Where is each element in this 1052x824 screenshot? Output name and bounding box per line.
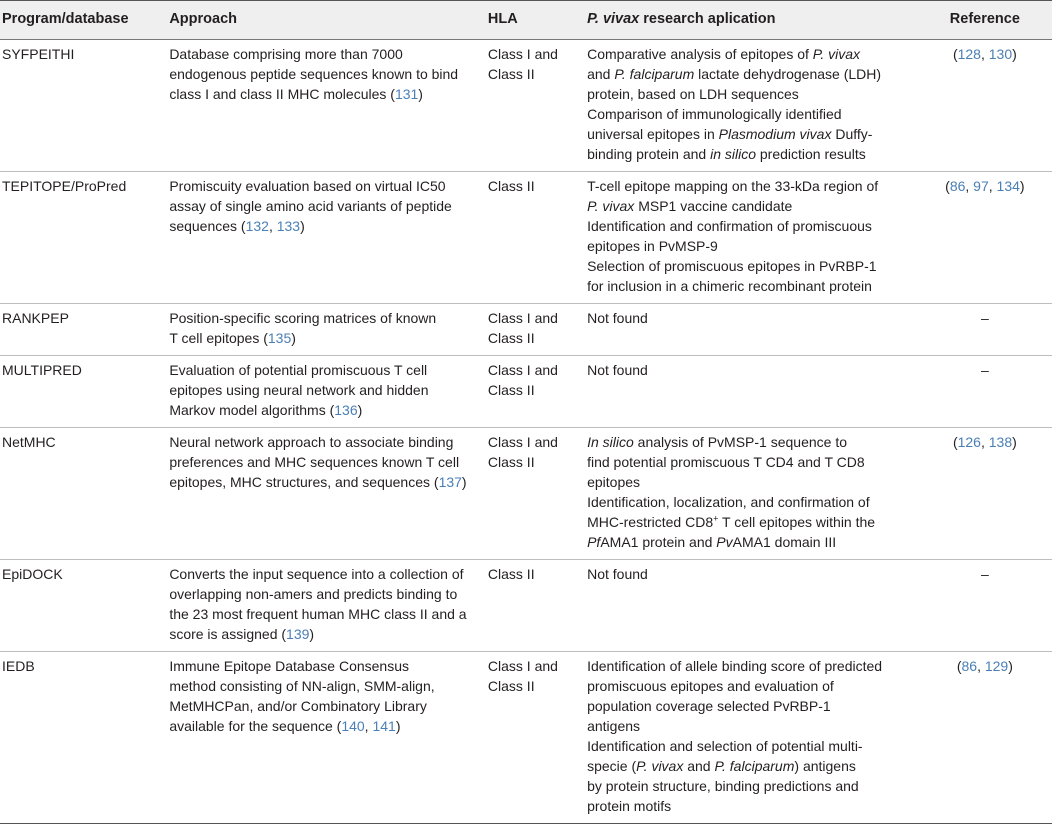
text-segment: Immune Epitope Database Consensus bbox=[169, 658, 410, 674]
italic-text: in silico bbox=[710, 146, 756, 162]
application-line bbox=[587, 144, 918, 164]
cell-approach bbox=[169, 428, 488, 560]
citation-link[interactable]: 129 bbox=[984, 658, 1009, 674]
approach-line bbox=[169, 656, 488, 676]
citation-link[interactable]: 130 bbox=[988, 46, 1013, 62]
italic-text: Pv bbox=[716, 534, 733, 550]
application-line bbox=[587, 492, 918, 512]
text-segment: ) bbox=[300, 218, 305, 234]
citation-link[interactable]: 138 bbox=[988, 434, 1013, 450]
application-line bbox=[587, 124, 918, 144]
citation-link[interactable]: 132 bbox=[245, 218, 269, 234]
text-segment: , bbox=[980, 46, 989, 62]
citation-link[interactable]: 131 bbox=[394, 86, 419, 102]
text-segment: , bbox=[977, 658, 985, 674]
text-segment: Identification and selection of potential multi- bbox=[587, 738, 863, 754]
cell-approach bbox=[169, 172, 488, 304]
hla-line: Class I and bbox=[487, 434, 558, 450]
header-hla: HLA bbox=[488, 1, 587, 40]
text-segment: Identification and confirmation of promiscuous bbox=[587, 218, 872, 234]
superscript-text: + bbox=[713, 513, 719, 524]
text-segment: lactate dehydrogenase (LDH) bbox=[694, 66, 882, 82]
cell-hla bbox=[488, 40, 587, 172]
application-line bbox=[587, 44, 918, 64]
cell-reference bbox=[918, 356, 1052, 428]
text-segment: Identification, localization, and confirmation of bbox=[587, 494, 870, 510]
cell-reference bbox=[918, 304, 1052, 356]
cell-application bbox=[587, 356, 918, 428]
text-segment: Database comprising more than 7000 bbox=[169, 46, 403, 62]
text-segment: assay of single amino acid variants of peptide bbox=[169, 198, 452, 214]
citation-link[interactable]: 141 bbox=[372, 718, 396, 734]
application-line bbox=[587, 452, 918, 472]
text-segment: Not found bbox=[587, 362, 648, 378]
cell-hla bbox=[488, 428, 587, 560]
text-segment: ) bbox=[1008, 658, 1013, 674]
text-segment: Comparison of immunologically identified bbox=[587, 106, 842, 122]
text-segment: Markov model algorithms ( bbox=[169, 402, 335, 418]
approach-line bbox=[169, 328, 488, 348]
approach-line bbox=[169, 216, 488, 236]
text-segment: sequences ( bbox=[169, 218, 246, 234]
header-application-rest: research aplication bbox=[639, 11, 776, 27]
text-segment: Converts the input sequence into a collection of bbox=[169, 566, 464, 582]
text-segment: ( bbox=[956, 658, 962, 674]
cell-hla bbox=[488, 304, 587, 356]
approach-line bbox=[169, 624, 488, 644]
hla-line: Class II bbox=[487, 678, 535, 694]
text-segment: Identification of allele binding score of predicted bbox=[587, 658, 883, 674]
approach-line bbox=[169, 604, 488, 624]
cell-approach bbox=[169, 560, 488, 652]
citation-link[interactable]: 97 bbox=[973, 178, 989, 194]
hla-line: Class II bbox=[487, 454, 535, 470]
hla-line: Class I and bbox=[487, 46, 558, 62]
text-segment: , bbox=[364, 718, 373, 734]
table-row bbox=[0, 304, 1052, 356]
text-segment: Position-specific scoring matrices of known bbox=[169, 310, 437, 326]
application-line bbox=[587, 564, 918, 584]
citation-link[interactable]: 86 bbox=[961, 658, 978, 674]
italic-text: P. vivax bbox=[636, 758, 684, 774]
header-application-italic: P. vivax bbox=[587, 11, 640, 27]
header-reference: Reference bbox=[918, 1, 1052, 40]
citation-link[interactable]: 86 bbox=[949, 178, 966, 194]
application-line bbox=[587, 656, 918, 676]
hla-line: Class I and bbox=[487, 362, 558, 378]
citation-link[interactable]: 136 bbox=[334, 402, 358, 418]
cell-reference bbox=[918, 172, 1052, 304]
hla-line: Class II bbox=[487, 178, 535, 194]
approach-line bbox=[169, 196, 488, 216]
cell-program: SYFPEITHI bbox=[0, 40, 169, 172]
approach-line bbox=[169, 584, 488, 604]
application-line bbox=[587, 776, 918, 796]
approach-line bbox=[169, 308, 488, 328]
text-segment: ) bbox=[309, 626, 315, 642]
text-segment: epitopes using neural network and hidden bbox=[169, 382, 429, 398]
text-segment: ) bbox=[461, 474, 467, 490]
table-row bbox=[0, 428, 1052, 560]
text-segment: binding protein and bbox=[587, 146, 711, 162]
cell-application bbox=[587, 560, 918, 652]
application-line bbox=[587, 756, 918, 776]
application-line bbox=[587, 64, 918, 84]
text-segment: epitopes in PvMSP-9 bbox=[587, 238, 718, 254]
cell-reference bbox=[918, 652, 1052, 824]
approach-line bbox=[169, 44, 488, 64]
text-segment: MHC-restricted CD8 bbox=[587, 514, 714, 530]
text-segment: AMA1 domain III bbox=[732, 534, 837, 550]
text-segment: Neural network approach to associate binding bbox=[169, 434, 454, 450]
text-segment: Not found bbox=[587, 310, 648, 326]
text-segment: – bbox=[980, 310, 989, 326]
italic-text: P. falciparum bbox=[714, 758, 795, 774]
text-segment: and bbox=[683, 758, 715, 774]
citation-link[interactable]: 134 bbox=[996, 178, 1020, 194]
hla-line: Class I and bbox=[487, 658, 558, 674]
cell-reference bbox=[918, 428, 1052, 560]
table-body bbox=[0, 40, 1052, 824]
text-segment: ) bbox=[291, 330, 296, 346]
citation-link[interactable]: 139 bbox=[286, 626, 310, 642]
text-segment: Duffy- bbox=[831, 126, 873, 142]
text-segment: Selection of promiscuous epitopes in PvRBP-1 bbox=[587, 258, 877, 274]
cell-program: MULTIPRED bbox=[0, 356, 169, 428]
text-segment: MSP1 vaccine candidate bbox=[634, 198, 793, 214]
approach-line bbox=[169, 84, 488, 104]
italic-text: In silico bbox=[587, 434, 634, 450]
text-segment: ) antigens bbox=[794, 758, 856, 774]
application-line bbox=[587, 716, 918, 736]
italic-text: P. falciparum bbox=[614, 66, 695, 82]
text-segment: T cell epitopes within the bbox=[718, 514, 876, 530]
application-line bbox=[587, 432, 918, 452]
text-segment: population coverage selected PvRBP-1 bbox=[587, 698, 831, 714]
text-segment: method consisting of NN-align, SMM-align, bbox=[169, 678, 435, 694]
approach-line bbox=[169, 676, 488, 696]
citation-link[interactable]: 140 bbox=[341, 718, 365, 734]
text-segment: – bbox=[980, 566, 989, 582]
cell-reference bbox=[918, 40, 1052, 172]
hla-line: Class II bbox=[487, 66, 535, 82]
text-segment: epitopes bbox=[587, 474, 641, 490]
text-segment: the 23 most frequent human MHC class II and a bbox=[169, 606, 467, 622]
application-line bbox=[587, 512, 918, 532]
italic-text: P. vivax bbox=[587, 198, 635, 214]
text-segment: ) bbox=[418, 86, 423, 102]
table-row bbox=[0, 172, 1052, 304]
text-segment: AMA1 protein and bbox=[600, 534, 717, 550]
application-line bbox=[587, 236, 918, 256]
cell-application bbox=[587, 304, 918, 356]
text-segment: antigens bbox=[587, 718, 641, 734]
table-row bbox=[0, 652, 1052, 824]
text-segment: Evaluation of potential promiscuous T cell bbox=[169, 362, 428, 378]
application-line bbox=[587, 176, 918, 196]
cell-program: TEPITOPE/ProPred bbox=[0, 172, 169, 304]
application-line bbox=[587, 256, 918, 276]
cell-program: RANKPEP bbox=[0, 304, 169, 356]
text-segment: prediction results bbox=[756, 146, 866, 162]
application-line bbox=[587, 532, 918, 552]
text-segment: find potential promiscuous T CD4 and T CD8 bbox=[587, 454, 865, 470]
hla-line: Class II bbox=[487, 330, 535, 346]
citation-link[interactable]: 137 bbox=[438, 474, 462, 490]
text-segment: , bbox=[980, 434, 989, 450]
application-line bbox=[587, 676, 918, 696]
text-segment: ) bbox=[1012, 46, 1017, 62]
text-segment: ( bbox=[945, 178, 950, 194]
hla-line: Class I and bbox=[487, 310, 558, 326]
text-segment: score is assigned ( bbox=[169, 626, 287, 642]
cell-hla bbox=[488, 356, 587, 428]
text-segment: ) bbox=[357, 402, 363, 418]
text-segment: ) bbox=[395, 718, 401, 734]
text-segment: ( bbox=[952, 434, 958, 450]
application-line bbox=[587, 104, 918, 124]
text-segment: specie ( bbox=[587, 758, 637, 774]
citation-link[interactable]: 133 bbox=[276, 218, 301, 234]
cell-application bbox=[587, 428, 918, 560]
approach-line bbox=[169, 176, 488, 196]
approach-line bbox=[169, 452, 488, 472]
text-segment: available for the sequence ( bbox=[169, 718, 342, 734]
table-row bbox=[0, 356, 1052, 428]
approach-line bbox=[169, 360, 488, 380]
italic-text: Pf bbox=[587, 534, 601, 550]
approach-line bbox=[169, 696, 488, 716]
text-segment: by protein structure, binding predictions and bbox=[587, 778, 859, 794]
text-segment: , bbox=[988, 178, 997, 194]
text-segment: ) bbox=[1019, 178, 1025, 194]
header-approach: Approach bbox=[169, 1, 488, 40]
citation-link[interactable]: 128 bbox=[957, 46, 981, 62]
application-line bbox=[587, 360, 918, 380]
approach-line bbox=[169, 432, 488, 452]
cell-application bbox=[587, 40, 918, 172]
text-segment: , bbox=[965, 178, 974, 194]
italic-text: Plasmodium vivax bbox=[718, 126, 832, 142]
table-row bbox=[0, 40, 1052, 172]
text-segment: protein motifs bbox=[587, 798, 672, 814]
text-segment: preferences and MHC sequences known T cell bbox=[169, 454, 460, 470]
cell-hla bbox=[488, 652, 587, 824]
header-row bbox=[0, 1, 1052, 40]
text-segment: T cell epitopes ( bbox=[169, 330, 268, 346]
cell-hla bbox=[488, 172, 587, 304]
text-segment: MetMHCPan, and/or Combinatory Library bbox=[169, 698, 427, 714]
text-segment: protein, based on LDH sequences bbox=[587, 86, 799, 102]
cell-program: EpiDOCK bbox=[0, 560, 169, 652]
cell-program: IEDB bbox=[0, 652, 169, 824]
cell-hla bbox=[488, 560, 587, 652]
hla-line: Class II bbox=[487, 566, 535, 582]
text-segment: overlapping non-amers and predicts binding to bbox=[169, 586, 458, 602]
text-segment: ) bbox=[1012, 434, 1017, 450]
header-application bbox=[587, 1, 918, 40]
citation-link[interactable]: 126 bbox=[957, 434, 981, 450]
cell-application bbox=[587, 172, 918, 304]
cell-approach bbox=[169, 40, 488, 172]
application-line bbox=[587, 736, 918, 756]
text-segment: – bbox=[980, 362, 989, 378]
cell-approach bbox=[169, 356, 488, 428]
text-segment: endogenous peptide sequences known to bind bbox=[169, 66, 459, 82]
text-segment: and bbox=[587, 66, 615, 82]
application-line bbox=[587, 472, 918, 492]
application-line bbox=[587, 308, 918, 328]
application-line bbox=[587, 216, 918, 236]
application-line bbox=[587, 84, 918, 104]
table-row bbox=[0, 560, 1052, 652]
text-segment: analysis of PvMSP-1 sequence to bbox=[633, 434, 848, 450]
application-line bbox=[587, 796, 918, 816]
application-line bbox=[587, 196, 918, 216]
approach-line bbox=[169, 716, 488, 736]
text-segment: universal epitopes in bbox=[587, 126, 719, 142]
text-segment: Not found bbox=[587, 566, 648, 582]
text-segment: ( bbox=[952, 46, 958, 62]
text-segment: for inclusion in a chimeric recombinant protein bbox=[587, 278, 872, 294]
cell-approach bbox=[169, 304, 488, 356]
approach-line bbox=[169, 64, 488, 84]
text-segment: Promiscuity evaluation based on virtual IC50 bbox=[169, 178, 446, 194]
approach-line bbox=[169, 400, 488, 420]
text-segment: Comparative analysis of epitopes of bbox=[587, 46, 813, 62]
application-line bbox=[587, 696, 918, 716]
text-segment: , bbox=[268, 218, 277, 234]
cell-reference bbox=[918, 560, 1052, 652]
cell-program: NetMHC bbox=[0, 428, 169, 560]
hla-line: Class II bbox=[487, 382, 535, 398]
table-header bbox=[0, 1, 1052, 40]
citation-link[interactable]: 135 bbox=[267, 330, 292, 346]
header-program: Program/database bbox=[0, 1, 169, 40]
approach-line bbox=[169, 472, 488, 492]
cell-application bbox=[587, 652, 918, 824]
text-segment: T-cell epitope mapping on the 33-kDa region of bbox=[587, 178, 879, 194]
cell-approach bbox=[169, 652, 488, 824]
approach-line bbox=[169, 380, 488, 400]
text-segment: class I and class II MHC molecules ( bbox=[169, 86, 395, 102]
text-segment: promiscuous epitopes and evaluation of bbox=[587, 678, 834, 694]
text-segment: epitopes, MHC structures, and sequences ( bbox=[169, 474, 439, 490]
approach-line bbox=[169, 564, 488, 584]
italic-text: P. vivax bbox=[812, 46, 860, 62]
application-line bbox=[587, 276, 918, 296]
